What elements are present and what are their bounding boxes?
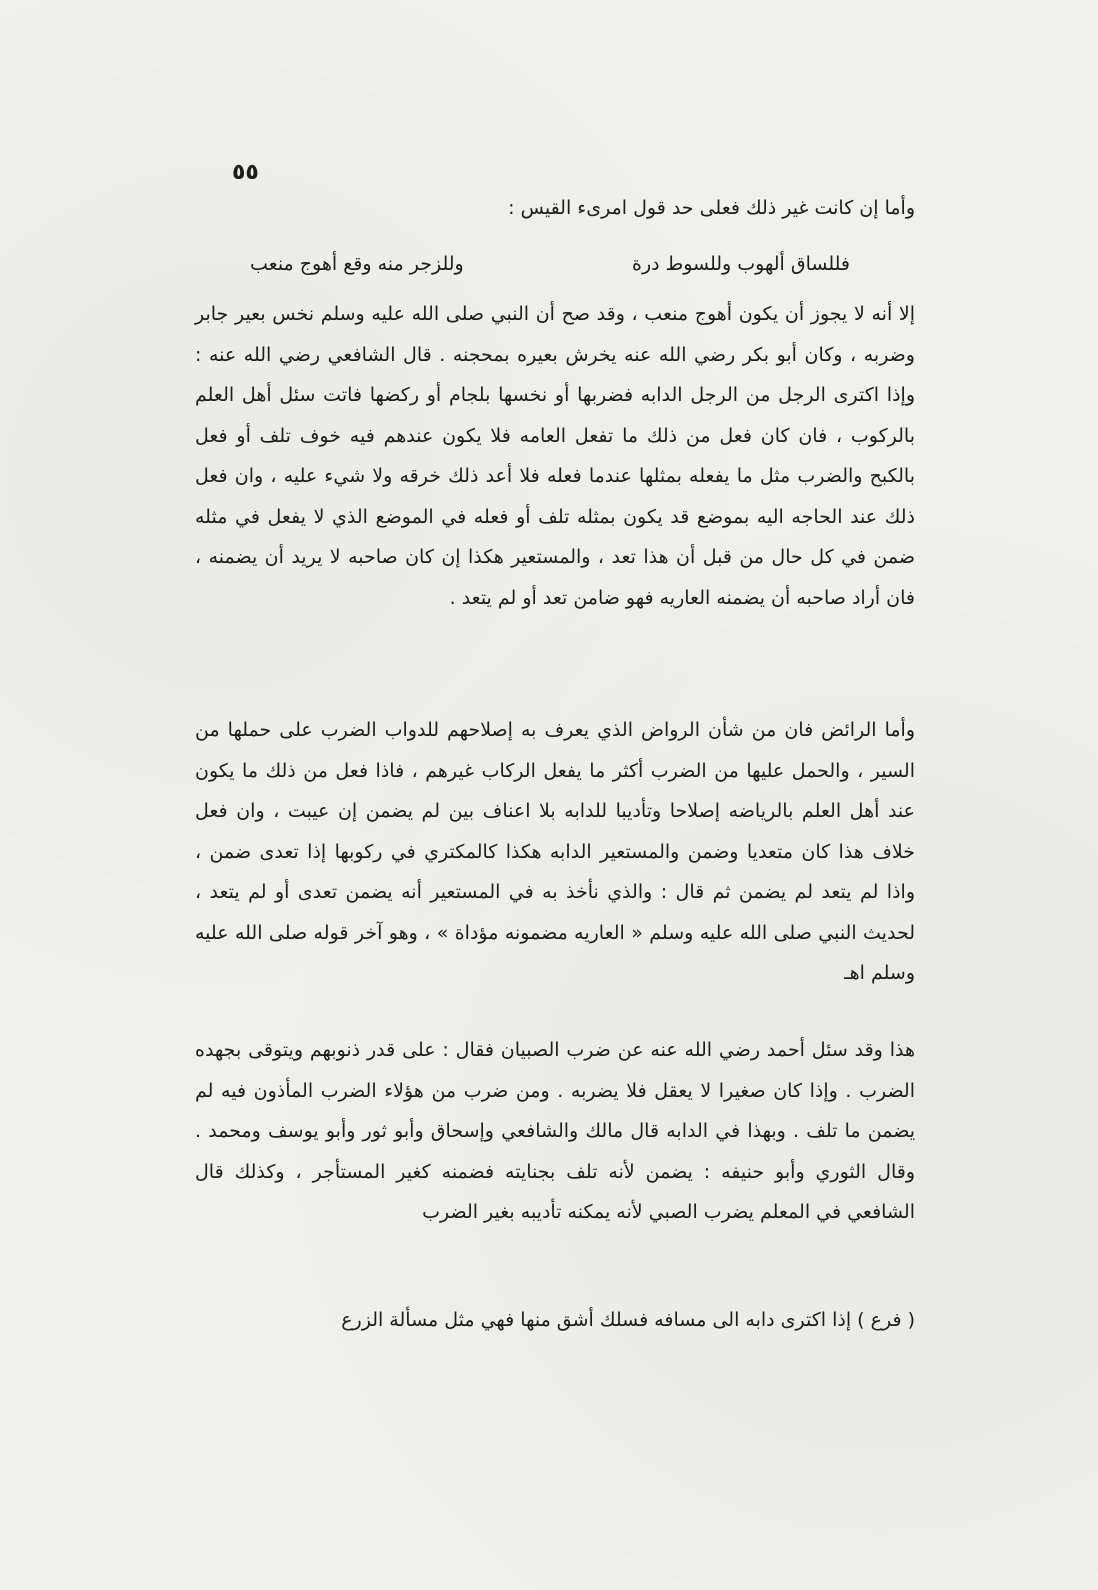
paragraph-2: وأما الرائض فان من شأن الرواض الذي يعرف به إصلاحهم للدواب الضرب على حملها من السير ، والحمل عليها من الضرب أكثر ما يفعل الركاب غيرهم ، فاذا فعل من ذلك ما يكون عند أهل العلم بالرياضه إصلاحا وتأديبا للدابه بلا اعناف بين لم يضمن إن عيبت ، وان فعل خلاف هذا كان متعديا وضمن والمستعير الدابه هكذا كالمكتري في ركوبها إذا تعدى ضمن ، واذا لم يتعد لم يضمن ثم قال : والذي نأخذ به في المستعير أنه يضمن تعدى أو لم يتعد ، لحديث النبي صلى الله عليه وسلم « العاريه مضمونه مؤداة » ، وهو آخر قوله صلى الله عليه وسلم اهـ [195,719,915,984]
poetry-verse [250,244,850,284]
verse-hemistich-1: فللساق ألهوب وللسوط درة [632,253,850,275]
verse-hemistich-2: وللزجر منه وقع أهوج منعب [250,253,464,275]
page-number: ٥٥ [232,160,259,185]
intro-line: وأما إن كانت غير ذلك فعلى حد قول امرىء القيس : [508,197,915,219]
paragraph-1: إلا أنه لا يجوز أن يكون أهوج منعب ، وقد صح أن النبي صلى الله عليه وسلم نخس بعير جابر وضربه ، وكان أبو بكر رضي الله عنه يخرش بعيره بمحجنه . قال الشافعي رضي الله عنه : وإذا اكترى الرجل من الرجل الدابه فضربها أو نخسها بلجام أو ركضها فاتت سئل أهل العلم بالركوب ، فان كان فعل من ذلك ما تفعل العامه فلا يكون عندهم فيه خوف تلف أو فعل بالكبح والضرب مثل ما يفعله بمثلها عندما فعله فلا أعد ذلك خرقه ولا شيء عليه ، وان فعل ذلك عند الحاجه اليه بموضع قد يكون بمثله تلف أو فعله في الموضع الذي لا يفعل في مثله ضمن في كل حال من قبل أن هذا تعد ، والمستعير هكذا إن كان صاحبه لا يريد أن يضمنه ، فان أراد صاحبه أن يضمنه العاريه فهو ضامن تعد أو لم يتعد . [195,303,915,609]
paragraph-3: هذا وقد سئل أحمد رضي الله عنه عن ضرب الصبيان فقال : على قدر ذنوبهم ويتوقى بجهده الضرب . وإذا كان صغيرا لا يعقل فلا يضربه . ومن ضرب من هؤلاء الضرب المأذون فيه لم يضمن ما تلف . وبهذا في الدابه قال مالك والشافعي وإسحاق وأبو ثور وأبو يوسف ومحمد . وقال الثوري وأبو حنيفه : يضمن لأنه تلف بجنايته فضمنه كغير المستأجر ، وكذلك قال الشافعي في المعلم يضرب الصبي لأنه يمكنه تأديبه بغير الضرب [195,1039,915,1223]
paragraph-4: ( فرع ) إذا اكترى دابه الى مسافه فسلك أشق منها فهي مثل مسألة الزرع [341,1309,915,1331]
